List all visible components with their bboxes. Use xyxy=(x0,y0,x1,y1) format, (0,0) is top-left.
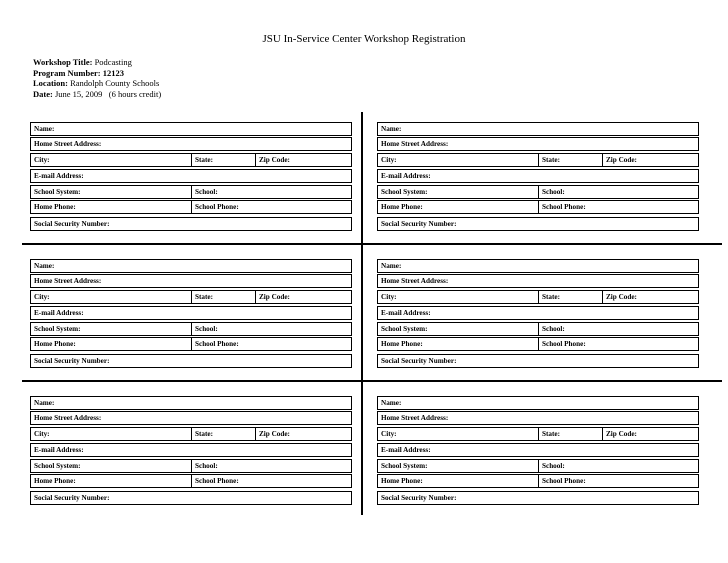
city-field[interactable] xyxy=(378,154,541,166)
school-system-field[interactable] xyxy=(31,460,194,472)
form-row xyxy=(30,169,352,183)
email-label: E-mail Address: xyxy=(381,172,431,180)
zip-label: Zip Code: xyxy=(606,156,637,164)
ssn-field[interactable] xyxy=(378,218,703,230)
home-phone-label: Home Phone: xyxy=(381,340,423,348)
email-field[interactable] xyxy=(31,170,356,182)
school-field[interactable] xyxy=(191,186,357,198)
name-label: Name: xyxy=(381,125,402,133)
form-row xyxy=(377,217,699,231)
registration-card xyxy=(30,122,352,232)
name-field[interactable] xyxy=(378,397,703,409)
form-row xyxy=(30,274,352,288)
school-phone-label: School Phone: xyxy=(542,477,586,485)
program-number-row xyxy=(33,68,161,79)
school-system-field[interactable] xyxy=(378,323,541,335)
form-row xyxy=(30,290,352,304)
name-field[interactable] xyxy=(31,123,356,135)
email-field[interactable] xyxy=(378,170,703,182)
form-row xyxy=(377,153,699,167)
name-label: Name: xyxy=(34,399,55,407)
registration-card xyxy=(30,259,352,369)
form-row xyxy=(377,322,699,336)
location-value: Randolph County Schools xyxy=(70,78,160,88)
state-label: State: xyxy=(542,430,560,438)
form-row xyxy=(30,322,352,336)
school-field[interactable] xyxy=(538,186,704,198)
email-field[interactable] xyxy=(378,307,703,319)
form-row xyxy=(30,396,352,410)
date-label: Date: xyxy=(33,88,53,99)
name-field[interactable] xyxy=(31,397,356,409)
school-label: School: xyxy=(195,325,218,333)
ssn-field[interactable] xyxy=(378,492,703,504)
city-field[interactable] xyxy=(31,428,194,440)
form-row xyxy=(30,217,352,231)
workshop-info xyxy=(33,57,161,99)
program-number-label: Program Number: xyxy=(33,67,101,78)
ssn-field[interactable] xyxy=(31,355,356,367)
home-phone-label: Home Phone: xyxy=(381,203,423,211)
ssn-label: Social Security Number: xyxy=(381,357,457,365)
zip-field[interactable] xyxy=(255,291,357,303)
email-label: E-mail Address: xyxy=(34,309,84,317)
school-phone-field[interactable] xyxy=(538,475,704,487)
form-row xyxy=(30,185,352,199)
address-field[interactable] xyxy=(378,412,703,424)
address-label: Home Street Address: xyxy=(34,277,102,285)
program-number-value: 12123 xyxy=(102,67,124,78)
city-label: City: xyxy=(34,156,50,164)
ssn-field[interactable] xyxy=(31,492,356,504)
school-system-label: School System: xyxy=(34,325,81,333)
school-system-label: School System: xyxy=(381,325,428,333)
school-phone-field[interactable] xyxy=(538,338,704,350)
address-field[interactable] xyxy=(378,275,703,287)
city-field[interactable] xyxy=(31,154,194,166)
page-title: JSU In-Service Center Workshop Registration xyxy=(262,33,466,45)
home-phone-label: Home Phone: xyxy=(34,203,76,211)
ssn-label: Social Security Number: xyxy=(381,220,457,228)
workshop-title-row xyxy=(33,57,161,68)
school-field[interactable] xyxy=(538,323,704,335)
zip-field[interactable] xyxy=(602,291,704,303)
school-phone-label: School Phone: xyxy=(195,203,239,211)
form-row xyxy=(30,491,352,505)
home-phone-label: Home Phone: xyxy=(381,477,423,485)
divider-horizontal-2 xyxy=(22,380,722,382)
name-field[interactable] xyxy=(378,123,703,135)
form-row xyxy=(377,427,699,441)
school-phone-label: School Phone: xyxy=(542,203,586,211)
state-field[interactable] xyxy=(191,428,259,440)
form-row xyxy=(30,411,352,425)
school-phone-field[interactable] xyxy=(191,338,357,350)
form-row xyxy=(377,122,699,136)
address-field[interactable] xyxy=(31,275,356,287)
email-field[interactable] xyxy=(31,444,356,456)
school-label: School: xyxy=(542,325,565,333)
location-label: Location: xyxy=(33,78,68,88)
address-label: Home Street Address: xyxy=(381,140,449,148)
home-phone-label: Home Phone: xyxy=(34,477,76,485)
school-label: School: xyxy=(542,188,565,196)
city-field[interactable] xyxy=(378,291,541,303)
ssn-field[interactable] xyxy=(31,218,356,230)
email-field[interactable] xyxy=(31,307,356,319)
zip-label: Zip Code: xyxy=(259,293,290,301)
form-row xyxy=(377,274,699,288)
form-row xyxy=(30,306,352,320)
school-system-label: School System: xyxy=(381,188,428,196)
center-divider-vertical xyxy=(361,112,363,515)
form-row xyxy=(30,354,352,368)
form-row xyxy=(377,137,699,151)
form-row xyxy=(377,169,699,183)
form-row xyxy=(377,443,699,457)
ssn-field[interactable] xyxy=(378,355,703,367)
form-row xyxy=(30,259,352,273)
form-row xyxy=(30,200,352,214)
ssn-label: Social Security Number: xyxy=(34,357,110,365)
form-row xyxy=(377,491,699,505)
email-field[interactable] xyxy=(378,444,703,456)
city-label: City: xyxy=(381,430,397,438)
state-label: State: xyxy=(542,156,560,164)
state-label: State: xyxy=(542,293,560,301)
date-row xyxy=(33,89,161,100)
form-row xyxy=(377,396,699,410)
school-phone-field[interactable] xyxy=(191,201,357,213)
workshop-title-value: Podcasting xyxy=(94,57,132,67)
name-label: Name: xyxy=(34,125,55,133)
registration-card xyxy=(30,396,352,506)
form-row xyxy=(377,259,699,273)
registration-card xyxy=(377,122,699,232)
school-system-label: School System: xyxy=(381,462,428,470)
state-field[interactable] xyxy=(538,428,606,440)
ssn-label: Social Security Number: xyxy=(34,494,110,502)
home-phone-field[interactable] xyxy=(31,201,194,213)
address-label: Home Street Address: xyxy=(34,414,102,422)
city-label: City: xyxy=(34,293,50,301)
home-phone-field[interactable] xyxy=(378,475,541,487)
home-phone-label: Home Phone: xyxy=(34,340,76,348)
workshop-title-label: Workshop Title: xyxy=(33,57,93,67)
home-phone-field[interactable] xyxy=(31,338,194,350)
school-label: School: xyxy=(195,188,218,196)
address-label: Home Street Address: xyxy=(381,277,449,285)
city-field[interactable] xyxy=(31,291,194,303)
address-field[interactable] xyxy=(31,412,356,424)
state-field[interactable] xyxy=(191,291,259,303)
form-row xyxy=(377,337,699,351)
school-phone-field[interactable] xyxy=(191,475,357,487)
email-label: E-mail Address: xyxy=(34,172,84,180)
name-label: Name: xyxy=(381,262,402,270)
form-row xyxy=(377,200,699,214)
school-phone-field[interactable] xyxy=(538,201,704,213)
zip-label: Zip Code: xyxy=(259,430,290,438)
form-row xyxy=(30,137,352,151)
form-row xyxy=(377,459,699,473)
zip-label: Zip Code: xyxy=(259,156,290,164)
email-label: E-mail Address: xyxy=(381,309,431,317)
school-field[interactable] xyxy=(191,460,357,472)
form-row xyxy=(30,153,352,167)
name-field[interactable] xyxy=(378,260,703,272)
city-label: City: xyxy=(34,430,50,438)
address-label: Home Street Address: xyxy=(34,140,102,148)
home-phone-field[interactable] xyxy=(378,201,541,213)
city-label: City: xyxy=(381,293,397,301)
home-phone-field[interactable] xyxy=(31,475,194,487)
zip-field[interactable] xyxy=(255,428,357,440)
zip-label: Zip Code: xyxy=(606,430,637,438)
state-label: State: xyxy=(195,293,213,301)
school-label: School: xyxy=(542,462,565,470)
form-row xyxy=(377,354,699,368)
address-label: Home Street Address: xyxy=(381,414,449,422)
form-row xyxy=(377,185,699,199)
school-system-field[interactable] xyxy=(378,460,541,472)
state-field[interactable] xyxy=(538,291,606,303)
school-system-field[interactable] xyxy=(378,186,541,198)
state-field[interactable] xyxy=(191,154,259,166)
email-label: E-mail Address: xyxy=(381,446,431,454)
form-row xyxy=(377,474,699,488)
ssn-label: Social Security Number: xyxy=(381,494,457,502)
date-value: June 15, 2009 (6 hours credit) xyxy=(54,88,162,99)
zip-field[interactable] xyxy=(255,154,357,166)
form-row xyxy=(30,427,352,441)
name-label: Name: xyxy=(34,262,55,270)
school-system-label: School System: xyxy=(34,462,81,470)
form-row xyxy=(30,337,352,351)
form-row xyxy=(30,474,352,488)
city-label: City: xyxy=(381,156,397,164)
form-row xyxy=(30,122,352,136)
school-system-label: School System: xyxy=(34,188,81,196)
address-field[interactable] xyxy=(31,138,356,150)
divider-horizontal-1 xyxy=(22,243,722,245)
state-label: State: xyxy=(195,156,213,164)
zip-label: Zip Code: xyxy=(606,293,637,301)
form-row xyxy=(377,290,699,304)
school-system-field[interactable] xyxy=(31,323,194,335)
school-field[interactable] xyxy=(538,460,704,472)
school-label: School: xyxy=(195,462,218,470)
state-label: State: xyxy=(195,430,213,438)
school-phone-label: School Phone: xyxy=(195,477,239,485)
school-field[interactable] xyxy=(191,323,357,335)
registration-card xyxy=(377,396,699,506)
home-phone-field[interactable] xyxy=(378,338,541,350)
form-row xyxy=(377,411,699,425)
address-field[interactable] xyxy=(378,138,703,150)
state-field[interactable] xyxy=(538,154,606,166)
school-system-field[interactable] xyxy=(31,186,194,198)
form-row xyxy=(30,459,352,473)
location-row xyxy=(33,78,161,89)
zip-field[interactable] xyxy=(602,428,704,440)
email-label: E-mail Address: xyxy=(34,446,84,454)
name-label: Name: xyxy=(381,399,402,407)
school-phone-label: School Phone: xyxy=(542,340,586,348)
ssn-label: Social Security Number: xyxy=(34,220,110,228)
city-field[interactable] xyxy=(378,428,541,440)
name-field[interactable] xyxy=(31,260,356,272)
form-row xyxy=(377,306,699,320)
school-phone-label: School Phone: xyxy=(195,340,239,348)
zip-field[interactable] xyxy=(602,154,704,166)
form-row xyxy=(30,443,352,457)
registration-card xyxy=(377,259,699,369)
